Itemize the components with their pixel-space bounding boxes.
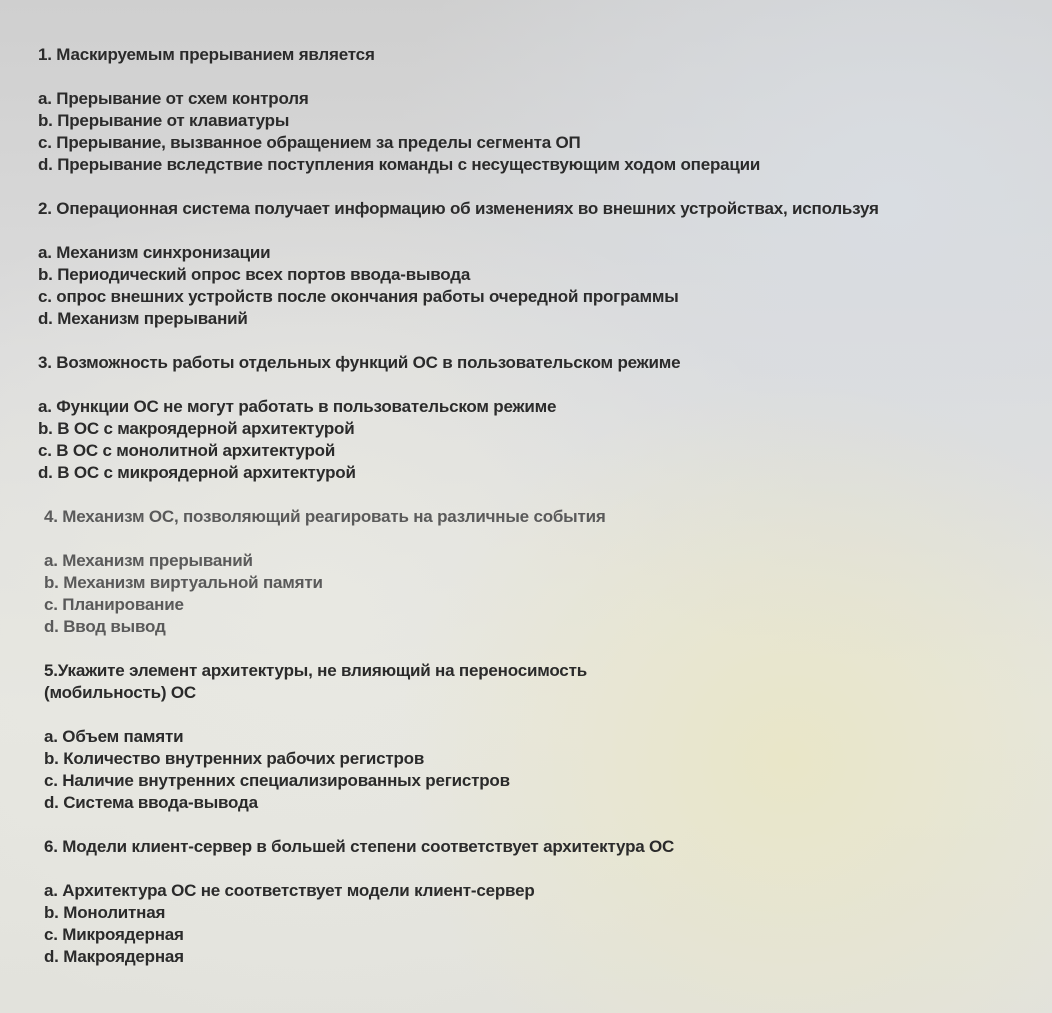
question-block (38, 44, 1052, 176)
answer-option: c. Микроядерная (44, 925, 184, 944)
question-text: 4. Механизм ОС, позволяющий реагировать на различные события (44, 507, 606, 526)
answer-option: b. Механизм виртуальной памяти (44, 573, 323, 592)
answer-option: c. опрос внешних устройств после окончания работы очередной программы (38, 287, 679, 306)
question-title (44, 506, 1052, 528)
question-block (44, 836, 1052, 968)
answer-option: a. Архитектура ОС не соответствует модели клиент-сервер (44, 881, 535, 900)
question-text: 2. Операционная система получает информацию об изменениях во внешних устройствах, используя (38, 199, 879, 218)
answer-option: b. В ОС с макроядерной архитектурой (38, 419, 355, 438)
answer-option: b. Количество внутренних рабочих регистров (44, 749, 425, 768)
quiz-document (38, 44, 1052, 990)
answer-option: a. Объем памяти (44, 727, 184, 746)
answer-option: a. Механизм синхронизации (38, 243, 271, 262)
answer-option: a. Прерывание от схем контроля (38, 89, 309, 108)
question-block (38, 198, 1052, 330)
answer-option: d. Система ввода-вывода (44, 793, 258, 812)
answer-option: d. Механизм прерываний (38, 309, 248, 328)
answer-option: d. Ввод вывод (44, 617, 166, 636)
question-block (38, 352, 1052, 484)
question-text: 6. Модели клиент-сервер в большей степени соответствует архитектура ОС (44, 837, 675, 856)
question-text: (мобильность) ОС (44, 683, 196, 702)
question-text: 1. Маскируемым прерыванием является (38, 45, 375, 64)
answer-option: d. Прерывание вследствие поступления команды с несуществующим ходом операции (38, 155, 761, 174)
question-block (44, 660, 1052, 814)
answer-option: c. Прерывание, вызванное обращением за пределы сегмента ОП (38, 133, 581, 152)
question-title (38, 44, 1052, 66)
question-title (38, 198, 1052, 220)
answer-option: a. Функции ОС не могут работать в пользовательском режиме (38, 397, 557, 416)
question-text: 5.Укажите элемент архитектуры, не влияющий на переносимость (44, 661, 587, 680)
answer-option: a. Механизм прерываний (44, 551, 253, 570)
answer-option: b. Периодический опрос всех портов ввода-вывода (38, 265, 471, 284)
answer-option: b. Монолитная (44, 903, 166, 922)
question-text: 3. Возможность работы отдельных функций ОС в пользовательском режиме (38, 353, 681, 372)
question-title (38, 352, 1052, 374)
answer-option: c. В ОС с монолитной архитектурой (38, 441, 336, 460)
question-title (44, 836, 1052, 858)
answer-option: d. В ОС с микроядерной архитектурой (38, 463, 356, 482)
answer-option: b. Прерывание от клавиатуры (38, 111, 290, 130)
answer-option: c. Наличие внутренних специализированных регистров (44, 771, 510, 790)
answer-option: c. Планирование (44, 595, 184, 614)
question-title (44, 660, 1052, 704)
answer-option: d. Макроядерная (44, 947, 184, 966)
question-block (44, 506, 1052, 638)
